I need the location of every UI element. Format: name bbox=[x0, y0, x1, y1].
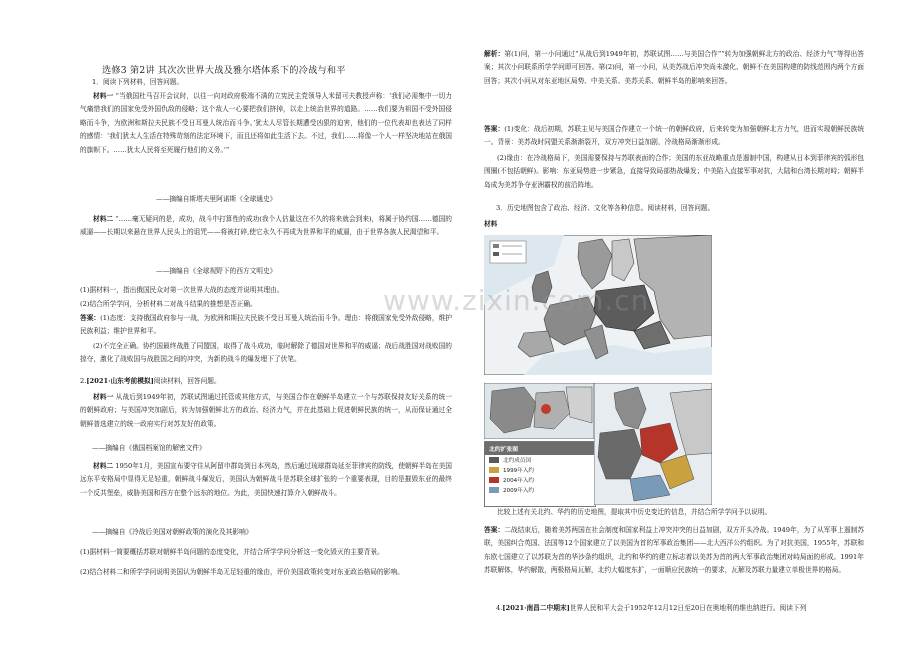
europe-expansion-map-graphic bbox=[594, 383, 712, 505]
nato-legend-row bbox=[485, 475, 595, 485]
analysis-label: 解析： bbox=[484, 50, 505, 58]
answer-2-1 bbox=[484, 123, 864, 150]
nato-legend bbox=[484, 441, 596, 507]
question-1-1: (1)据材料一，指出俄国民众对第一次世界大战的态度并说明其理由。 bbox=[80, 286, 284, 294]
question-4-number: 4. bbox=[496, 604, 503, 612]
nato-legend-row bbox=[485, 485, 595, 495]
material-3-label: 材料一 bbox=[93, 393, 114, 401]
legend-item-label: 1999年入约 bbox=[503, 468, 535, 474]
question-2-head bbox=[80, 375, 452, 388]
material-3-text: 从战后到1949年初，苏联试图通过托管或其他方式，与美国合作在朝鲜半岛建立一个与苏联保持友好关系的统一的朝鲜政府；与美国冲突加剧后，转为加强朝鲜北方的政治、经济力气，并在此基础上促进朝鲜民族的统一，从而保证通过全朝鲜普选建立的统一政府实行对苏友好的政策。 bbox=[80, 393, 452, 428]
material-4-text: 1950年1月，美国宣布要守住从阿留申群岛到日本列岛，然后通过琉球群岛延至菲律宾的防线，使朝鲜半岛在美国远东平安格局中显得无足轻重，朝鲜战斗爆发后，美国认为朝鲜战斗是苏联全球扩张的一个重要表现，目的是摧毁东亚的最终一个反共堡垒，威胁美国和西方在整个远东的地位。为此，美国快速打算介入朝鲜战斗。 bbox=[80, 462, 452, 497]
material-4-label: 材料二 bbox=[93, 462, 114, 470]
legend-item-label: 2009年入约 bbox=[503, 488, 535, 494]
question-2-prompt: 阅读材料，回答问题。 bbox=[153, 377, 221, 385]
legend-swatch bbox=[489, 457, 499, 463]
legend-item-label: 北约成员国 bbox=[503, 458, 531, 464]
material-3-source: ——摘编自《俄国档案馆的解密文件》 bbox=[92, 444, 206, 452]
nato-expansion-map-graphic bbox=[484, 383, 594, 439]
material-2-label: 材料二 bbox=[93, 215, 114, 223]
answer-label-3: 答案： bbox=[484, 526, 505, 534]
question-4 bbox=[496, 602, 866, 615]
analysis bbox=[484, 48, 864, 88]
question-3-prompt: 比较上述有关北约、华约的历史地图，提取其中历史变迁的信息，并结合所学学问予以说明。 bbox=[497, 508, 772, 516]
legend-swatch bbox=[489, 477, 499, 483]
nato-legend-row bbox=[485, 455, 595, 465]
answer-3-text: 二战结束后，随着美苏两国在社会制度和国家利益上冲突冲突的日益加剧，双方开头冷战。1949年，为了从军事上遏制苏联，美国纠合英国、法国等12个国家建立了以美国为首的军事政治集团——北大西洋公约组织。为了对抗美国，1955年，苏联和东欧七国建立了以苏联为首的华沙条约组织，北约和华约的建立标志着以美苏为首的两大军事政治集团对峙局面的形成。1991年苏联解体，华约解散，两极格局瓦解，北约大幅度东扩，一面顺应民族统一的要求，瓦解及苏联力量建立单极世界的格局。 bbox=[484, 526, 865, 575]
analysis-text: 第(1)问，第一小问通过“从战后到1949年初，苏联试图……与美国合作”“转为加强朝鲜北方的政治、经济力气”等得出答案；其次小问联系所学学问即可回答。第(2)问，第一小问，从美苏战后冲突尚未激化、朝鲜不在美国构建的防线范围内两个方面回答；其次小问从对东亚地区局势、中美关系、美苏关系、朝鲜半岛的影响来回答。 bbox=[484, 50, 864, 85]
material-1-source: ——摘编自斯塔夫里阿诺斯《全球通史》 bbox=[156, 195, 277, 203]
europe-expansion-map bbox=[594, 383, 712, 505]
answer-label: 答案： bbox=[80, 314, 101, 322]
nato-expansion-map bbox=[484, 383, 594, 439]
question-2-number: 2. bbox=[80, 377, 87, 385]
material-2-text: “……毫无疑问的是，成功，战斗中打算性的成功(我个人估量这在不久的将来就会到来)，将属于协约国……德国的威逼——长期以来悬在世界人民头上的诅咒——将被打碎,使它永久不再成为世界和平的威逼，由于世界各族人民渴望和平。 bbox=[80, 215, 452, 237]
page-title: 选修3 第2讲 其次次世界大战及雅尔塔体系下的冷战与和平 bbox=[102, 65, 346, 76]
material-3 bbox=[80, 391, 452, 431]
question-2-tag: [2021·山东考前模拟] bbox=[86, 377, 154, 385]
answer-1-2: (2)不完全正确。协约国最终战胜了同盟国，取得了战斗成功，临时解除了德国对世界和平的威逼；战后战胜国对战败国的掠夺，激化了战败国与战胜国之间的冲突，为新的战斗的爆发埋下了伏笔。 bbox=[80, 342, 452, 364]
legend-swatch bbox=[489, 467, 499, 473]
material-label-3: 材料 bbox=[484, 220, 498, 228]
material-2-source: ——摘编自《全球视野下的西方文明史》 bbox=[156, 267, 277, 275]
legend-swatch bbox=[489, 487, 499, 493]
answer-label-2: 答案： bbox=[484, 125, 505, 133]
nato-legend-title: 北约扩张图 bbox=[485, 442, 595, 455]
answer-2-2: (2)缘由：在冷战格局下，美国需要保持与苏联表面的合作；美国的东亚战略重点是遏制中国，构建从日本到菲律宾的弧形包围圈(不包括朝鲜)。影响：东亚局势进一步紧急，直接导致局部热战爆发；中美陷入直接军事对抗，大陆和台湾长期对峙；朝鲜半岛成为美苏争夺亚洲霸权的前沿阵地。 bbox=[484, 154, 864, 189]
question-4-tag: [2021·南昌二中期末] bbox=[502, 604, 570, 612]
question-2-1: (1)据材料一简要概括苏联对朝鲜半岛问题的态度变化，并结合所学学问分析这一变化毁灭的主要背景。 bbox=[80, 548, 384, 556]
material-1-text: “当俄国杜马召开会议时，以往一向对政府极端不满的立宪民主党领导人米留可夫教授声称：‘我们必需集中一切力气痛惜我们的国家免受外国仇敌的侵略；这个敌人一心要把我们挤掉，以走上统治世界的道路。……我们要为祖国不受外国侵略而斗争，为欧洲和斯拉夫民族不受日耳曼人统治而斗争。’犹太人尽管长期遭受凶狠的迫害，他们的一位代表却也表达了同样的感情：‘我们犹太人生活在特殊苛刻的法定环境下，而且还将如此生活下去。不过，我们……将像一个人一样坚决地站在俄国的旗帜下。……犹太人民将至死履行他们的义务。’” bbox=[80, 92, 452, 154]
answer-3 bbox=[484, 524, 864, 578]
material-4-source: ——摘编自《冷战后美国对朝鲜政策的演化及其影响》 bbox=[92, 528, 253, 536]
question-3: 3．历史地图包含了政治、经济、文化等各种信息。阅读材料，回答问题。 bbox=[496, 204, 715, 212]
question-2-2: (2)结合材料二和所学学问说明美国认为朝鲜半岛无足轻重的缘由，评价美国政策转变对东亚政治格局的影响。 bbox=[80, 568, 404, 576]
answer-2-1-text: (1)变化：战后初期，苏联主见与美国合作建立一个统一的朝鲜政府，后来转变为加强朝鲜北方力气，进而实现朝鲜民族统一。背景：美苏战时同盟关系渐渐裂开，双方冲突日益加剧，冷战格局渐渐形成。 bbox=[484, 125, 865, 147]
nato-legend-row bbox=[485, 465, 595, 475]
answer-1-1-text: (1)态度：支持俄国政府参与一战，为欧洲和斯拉夫民族不受日耳曼人统治而斗争。理由：将俄国家免受外敌侵略，维护民族利益；维护世界和平。 bbox=[80, 314, 452, 336]
question-1-2: (2)结合所学学问，分析材料二对战斗结果的推想是否正确。 bbox=[80, 300, 257, 308]
legend-item-label: 2004年入约 bbox=[503, 478, 535, 484]
q1-intro: 1．阅读下列材料，回答问题。 bbox=[92, 78, 184, 86]
question-4-prompt: 世界人民和平大会于1952年12月12日至20日在奥地利的维也纳进行。阅读下列 bbox=[569, 604, 807, 612]
material-2 bbox=[80, 213, 452, 240]
watermark: www.zixin.com.cn bbox=[383, 284, 650, 317]
material-1-label: 材料一 bbox=[93, 92, 114, 100]
material-1 bbox=[80, 90, 452, 157]
material-4 bbox=[80, 460, 452, 500]
